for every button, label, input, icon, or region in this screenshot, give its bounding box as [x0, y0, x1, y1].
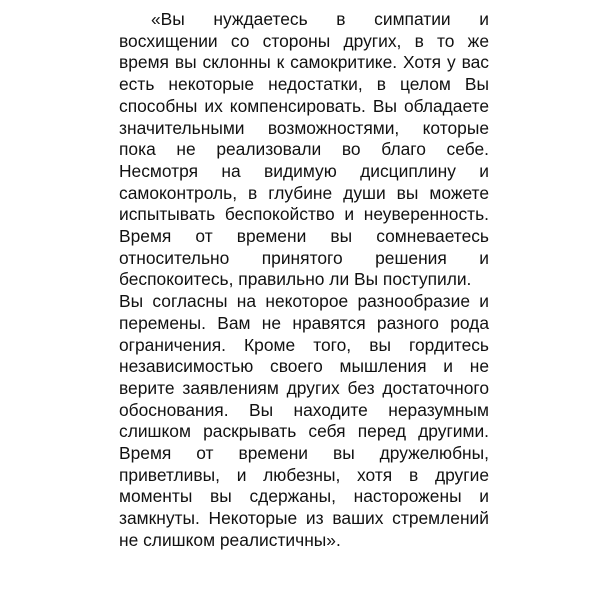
paragraph-2: Вы согласны на некоторое разнообразие и перемены. Вам не нравятся разного рода ограничения. Кроме того, вы гордитесь независимостью своего мышления и не верите заявлениям других без достаточного обоснования. Вы находите неразумным слишком раскрывать себя перед другими. Время от времени вы дружелюбны, приветливы, и любезны, хотя в другие моменты вы сдержаны, насторожены и замкнуты. Некоторые из ваших стремлений не слишком реалистичны».: [119, 291, 489, 550]
document-body: [119, 9, 489, 552]
paragraph-1: «Вы нуждаетесь в симпатии и восхищении со стороны других, в то же время вы склонны к самокритике. Хотя у вас есть некоторые недостатки, в целом Вы способны их компенсировать. Вы обладаете значительными возможностями, которые пока не реализовали во благо себе. Несмотря на видимую дисциплину и самоконтроль, в глубине души вы можете испытывать беспокойство и неуверенность. Время от времени вы сомневаетесь относительно принятого решения и беспокоитесь, правильно ли Вы поступили.: [119, 9, 489, 290]
